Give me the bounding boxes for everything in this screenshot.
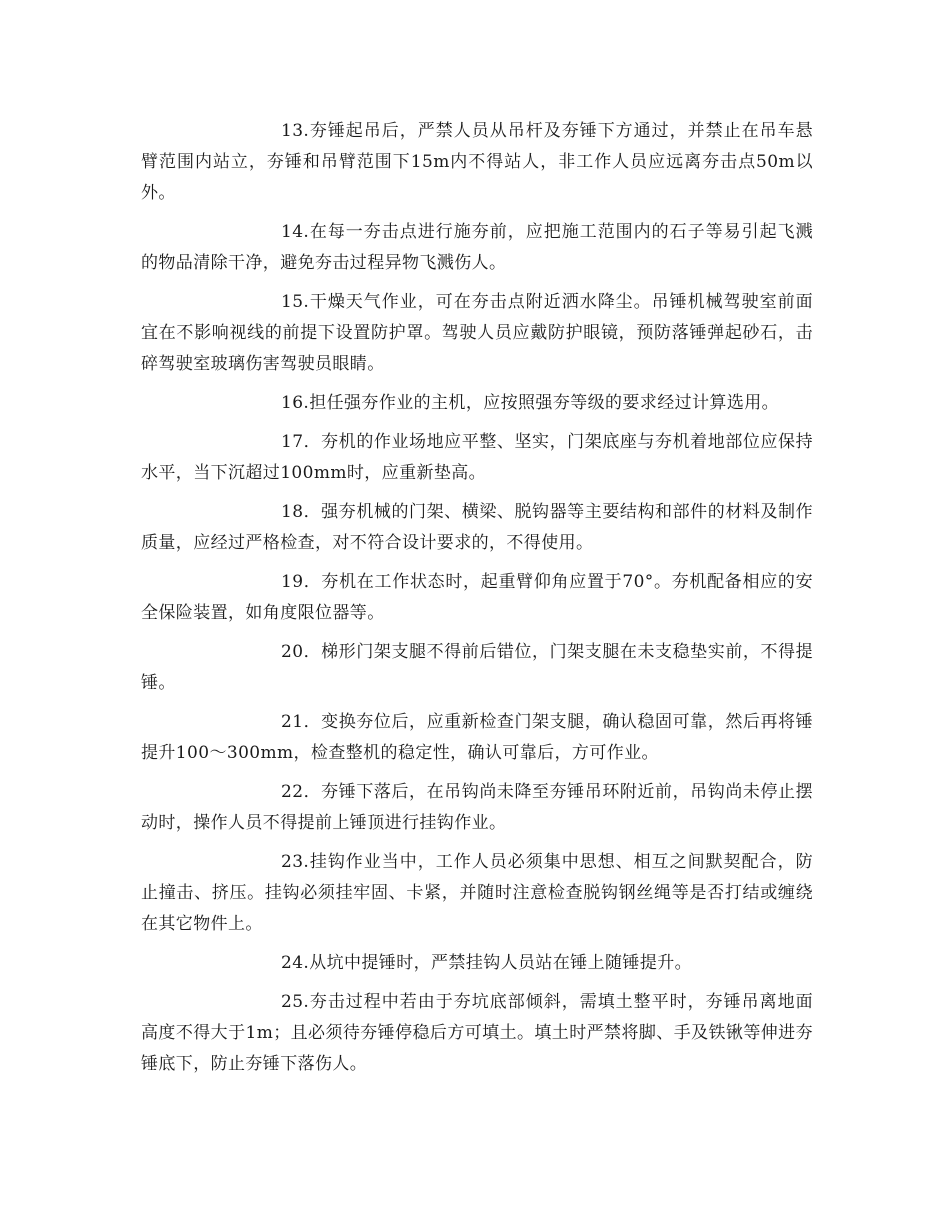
paragraph-13: 13.夯锤起吊后，严禁人员从吊杆及夯锤下方通过，并禁止在吊车悬臂范围内站立，夯锤和吊臂范围下15m内不得站人，非工作人员应远离夯击点50m以外。 [141, 121, 813, 203]
paragraph-18: 18．强夯机械的门架、横梁、脱钩器等主要结构和部件的材料及制作质量，应经过严格检查，对不符合设计要求的，不得使用。 [141, 502, 813, 553]
paragraph-15: 15.干燥天气作业，可在夯击点附近洒水降尘。吊锤机械驾驶室前面宜在不影响视线的前提下设置防护罩。驾驶人员应戴防护眼镜，预防落锤弹起砂石，击碎驾驶室玻璃伤害驾驶员眼睛。 [141, 292, 813, 374]
paragraph-16: 16.担任强夯作业的主机，应按照强夯等级的要求经过计算选用。 [281, 393, 780, 413]
paragraph-25: 25.夯击过程中若由于夯坑底部倾斜，需填土整平时，夯锤吊离地面高度不得大于1m；且必须待夯锤停稳后方可填土。填土时严禁将脚、手及铁锹等伸进夯锤底下，防止夯锤下落伤人。 [141, 992, 813, 1074]
document-body [141, 116, 813, 1088]
paragraph-22: 22．夯锤下落后，在吊钩尚未降至夯锤吊环附近前，吊钩尚未停止摆动时，操作人员不得提前上锤顶进行挂钩作业。 [141, 782, 813, 833]
paragraph-23: 23.挂钩作业当中，工作人员必须集中思想、相互之间默契配合，防止撞击、挤压。挂钩必须挂牢固、卡紧，并随时注意检查脱钩钢丝绳等是否打结或缠绕在其它物件上。 [141, 852, 813, 934]
paragraph-14: 14.在每一夯击点进行施夯前，应把施工范围内的石子等易引起飞溅的物品清除干净，避免夯击过程异物飞溅伤人。 [141, 222, 813, 273]
paragraph-21: 21．变换夯位后，应重新检查门架支腿，确认稳固可靠，然后再将锤提升100～300mm，检查整机的稳定性，确认可靠后，方可作业。 [141, 712, 813, 763]
paragraph-17: 17．夯机的作业场地应平整、坚实，门架底座与夯机着地部位应保持水平，当下沉超过100mm时，应重新垫高。 [141, 432, 813, 483]
paragraph-24: 24.从坑中提锤时，严禁挂钩人员站在锤上随锤提升。 [281, 953, 693, 973]
paragraph-20: 20．梯形门架支腿不得前后错位，门架支腿在未支稳垫实前，不得提锤。 [141, 642, 813, 693]
paragraph-19: 19．夯机在工作状态时，起重臂仰角应置于70°。夯机配备相应的安全保险装置，如角度限位器等。 [141, 572, 813, 623]
